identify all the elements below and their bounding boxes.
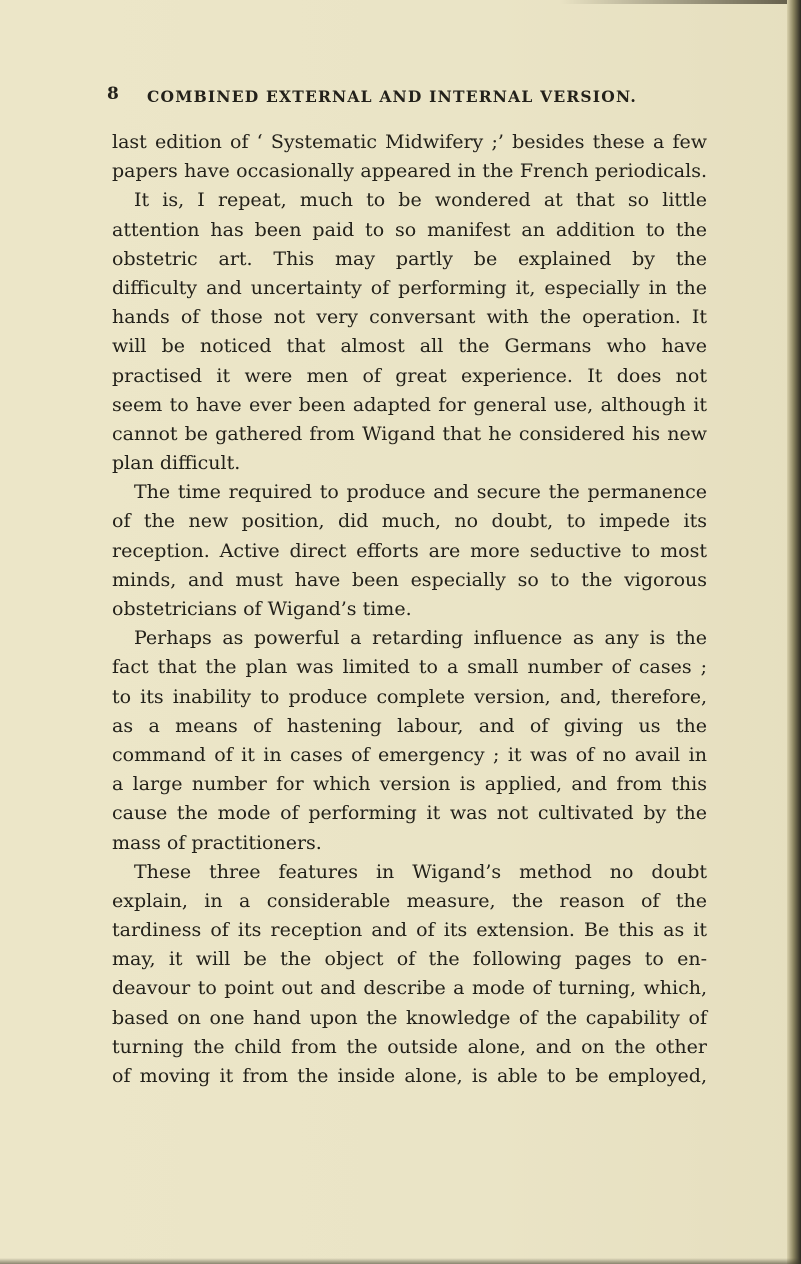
running-head: COMBINED EXTERNAL AND INTERNAL VERSION. xyxy=(147,87,637,106)
page-number: 8 xyxy=(107,84,120,104)
text-line: will be noticed that almost all the Germans who have xyxy=(112,335,707,358)
page-edge-top-shadow xyxy=(560,0,801,4)
text-line: attention has been paid to so manifest an addition to the xyxy=(112,218,707,241)
text-line: obstetric art. This may partly be explained by the xyxy=(112,247,707,270)
page-header xyxy=(107,84,787,114)
text-line: cannot be gathered from Wigand that he considered his new xyxy=(112,422,707,445)
text-line: mass of practitioners. xyxy=(112,831,322,854)
page-edge-right-shadow xyxy=(787,0,801,1264)
text-line: It is, I repeat, much to be wondered at that so little xyxy=(134,189,707,212)
text-line: may, it will be the object of the following pages to en- xyxy=(112,948,707,971)
body-text xyxy=(112,128,707,1091)
text-line: as a means of hastening labour, and of giving us the xyxy=(112,714,707,737)
text-line: of moving it from the inside alone, is able to be employed, xyxy=(112,1065,707,1087)
text-line: command of it in cases of emergency ; it was of no avail in xyxy=(112,743,707,766)
text-line: The time required to produce and secure the permanence xyxy=(134,481,707,504)
text-line: obstetricians of Wigand’s time. xyxy=(112,598,412,620)
text-line: minds, and must have been especially so to the vigorous xyxy=(112,568,707,591)
text-line: fact that the plan was limited to a small number of cases ; xyxy=(112,656,707,679)
text-line: cause the mode of performing it was not cultivated by the xyxy=(112,802,707,825)
text-line: Perhaps as powerful a retarding influence as any is the xyxy=(134,627,707,650)
text-line: reception. Active direct efforts are more seductive to most xyxy=(112,539,707,562)
text-line: seem to have ever been adapted for general use, although it xyxy=(112,393,707,416)
text-line: practised it were men of great experience. It does not xyxy=(112,364,707,387)
page-edge-bottom-shadow xyxy=(0,1258,801,1264)
text-line: a large number for which version is applied, and from this xyxy=(112,773,707,796)
text-line: based on one hand upon the knowledge of the capability of xyxy=(112,1006,707,1029)
text-line: last edition of ‘ Systematic Midwifery ;’ besides these a few xyxy=(112,131,707,153)
text-line: explain, in a considerable measure, the reason of the xyxy=(112,889,707,912)
text-line: to its inability to produce complete version, and, therefore, xyxy=(112,685,707,708)
text-line: These three features in Wigand’s method no doubt xyxy=(134,860,707,883)
text-line: plan difficult. xyxy=(112,452,241,475)
text-line: papers have occasionally appeared in the French periodicals. xyxy=(112,160,707,183)
text-line: hands of those not very conversant with the operation. It xyxy=(112,306,707,329)
text-line: tardiness of its reception and of its extension. Be this as it xyxy=(112,919,707,942)
text-line: deavour to point out and describe a mode of turning, which, xyxy=(112,977,707,1000)
text-line: turning the child from the outside alone, and on the other xyxy=(112,1035,707,1058)
text-line: of the new position, did much, no doubt, to impede its xyxy=(112,510,707,533)
text-line: difficulty and uncertainty of performing it, especially in the xyxy=(112,276,707,299)
